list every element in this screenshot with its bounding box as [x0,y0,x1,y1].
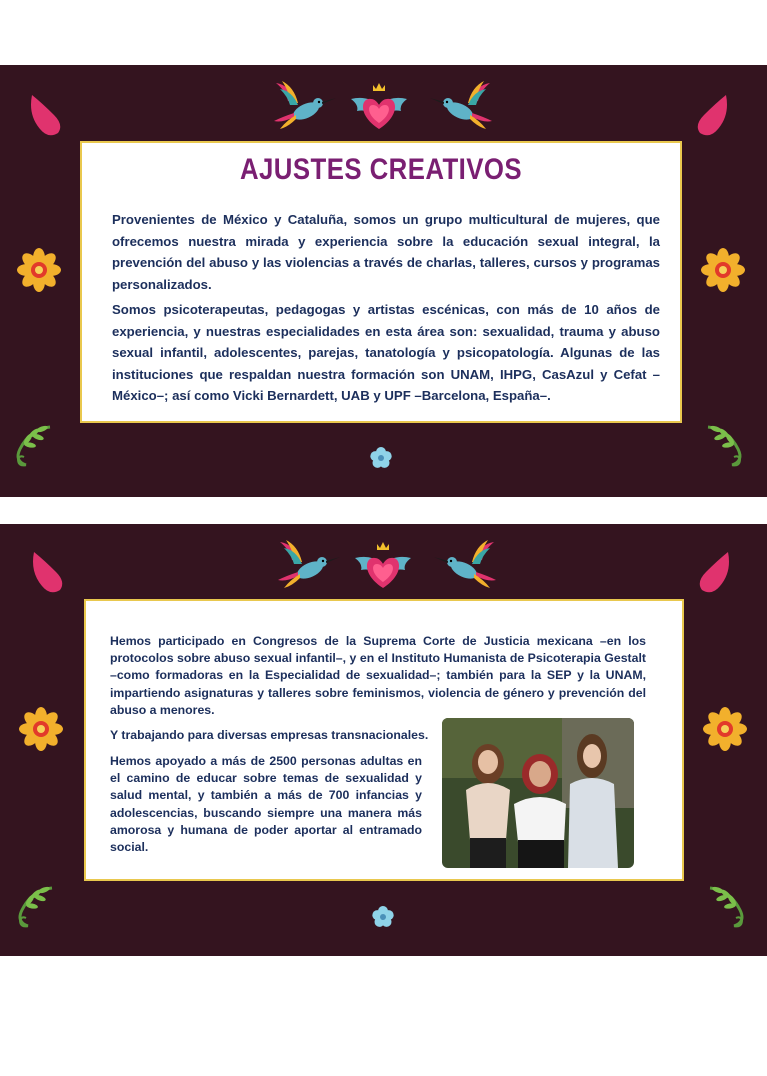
drop-right-icon [696,95,736,141]
experience-paragraph: Somos psicoterapeutas, pedagogas y artistas escénicas, con más de 10 años de experiencia, y nuestras especialidades en esta área son: sexualidad, trauma y abuso sexual infantil, adolescentes, parejas, tanatología y psicopatología. Algunas de las instituciones que respaldan nuestra formación son UNAM, IHPG, CasAzul y Cefat –México–; así como Vicki Bernardett, UAB y UPF –Barcelona, España–. [112,302,660,403]
blossom-icon [368,902,398,932]
drop-right-icon [698,552,738,598]
team-photo [442,718,634,868]
content-card [84,599,684,881]
drop-left-icon [24,95,64,141]
info-panel-2 [0,524,767,956]
blossom-icon [366,443,396,473]
hummingbird-left-icon [272,81,338,133]
leaf-right-icon [700,882,752,934]
info-panel-1 [0,65,767,497]
leaf-right-icon [698,421,750,473]
intro-paragraph: Provenientes de México y Cataluña, somos un grupo multicultural de mujeres, que ofrecemos nuestra mirada y experiencia sobre la educación sexual integral, la prevención del abuso y las violencias a través de charlas, talleres, cursos y programas personalizados. [112,212,660,292]
content-card [80,141,682,423]
drop-left-icon [26,552,66,598]
companies-paragraph: Y trabajando para diversas empresas transnacionales. [110,728,429,742]
leaf-left-icon [12,882,64,934]
flower-left-icon [16,247,62,293]
congress-paragraph: Hemos participado en Congresos de la Suprema Corte de Justicia mexicana –en los protocolos sobre abuso sexual infantil–, y en el Instituto Humanista de Psicoterapia Gestalt –como formadoras en la Especialidad de sexualidad–; también para la SEP y la UNAM, impartiendo asignaturas y talleres sobre feminismos, violencia de género y prevención del abuso a menores. [110,634,646,717]
flower-right-icon [702,706,748,752]
page-title: AJUSTES CREATIVOS [239,153,523,186]
flower-right-icon [700,247,746,293]
impact-paragraph: Hemos apoyado a más de 2500 personas adultas en el camino de educar sobre temas de sexualidad y salud mental, y también a más de 700 infancias y adolescencias, buscando siempre una manera más amorosa y humana de poder aportar al entramado social. [110,754,422,855]
hummingbird-left-icon [276,540,342,592]
hummingbird-right-icon [428,81,494,133]
leaf-left-icon [10,421,62,473]
flower-left-icon [18,706,64,752]
sacred-heart-icon [344,81,414,131]
sacred-heart-icon [348,540,418,590]
hummingbird-right-icon [432,540,498,592]
